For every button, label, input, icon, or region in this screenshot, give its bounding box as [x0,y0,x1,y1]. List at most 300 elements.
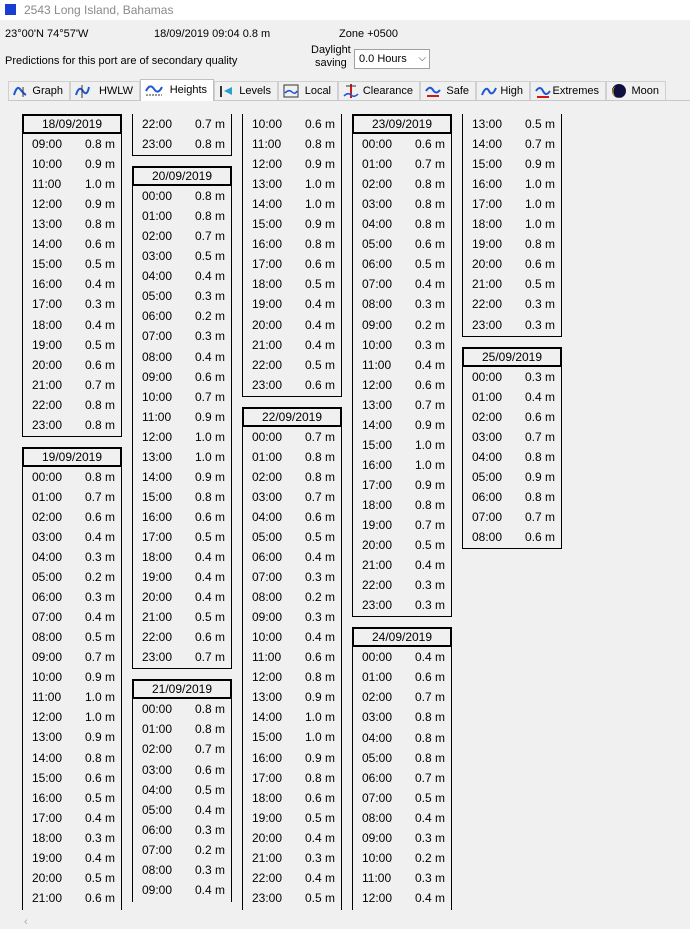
row-time: 09:00 [362,317,393,332]
row-time: 17:00 [472,197,503,212]
row-time: 16:00 [252,750,283,765]
row-height: 0.3 m [525,317,556,332]
row-height: 0.6 m [85,509,116,524]
row-height: 0.4 m [415,810,446,825]
row-time: 12:00 [362,377,393,392]
row-time: 01:00 [142,209,173,224]
height-row [23,174,121,194]
height-row [353,515,451,535]
height-row [243,607,341,627]
row-height: 0.8 m [525,449,556,464]
height-row [133,447,231,467]
height-row [23,194,121,214]
height-row [23,687,121,707]
height-row [243,174,341,194]
high-icon [480,83,498,99]
height-row [353,868,451,888]
row-time: 06:00 [472,489,503,504]
row-time: 21:00 [252,850,283,865]
row-time: 22:00 [142,630,173,645]
daylight-saving-value: 0.0 Hours [359,53,407,65]
row-time: 18:00 [32,830,63,845]
daylight-saving-select[interactable] [354,49,430,69]
height-row [243,888,341,908]
row-time: 18:00 [142,550,173,565]
row-height: 0.4 m [195,269,226,284]
row-height: 0.3 m [415,578,446,593]
tab-heights[interactable] [140,79,214,101]
row-time: 02:00 [32,509,63,524]
row-time: 18:00 [252,790,283,805]
height-row [133,820,231,840]
day-table [462,347,562,550]
height-row [243,467,341,487]
row-time: 18:00 [32,317,63,332]
row-height: 0.9 m [85,670,116,685]
height-row [243,587,341,607]
row-height: 0.7 m [195,117,226,131]
height-row [353,234,451,254]
row-time: 20:00 [252,317,283,332]
position-coords: 23°00'N 74°57'W [5,28,89,40]
row-height: 0.4 m [305,337,336,352]
row-height: 0.6 m [525,409,556,424]
row-height: 0.6 m [415,670,446,685]
height-row [463,134,561,154]
row-height: 0.3 m [415,598,446,613]
date-header: 21/09/2019 [132,679,232,699]
row-height: 0.8 m [85,417,116,432]
scroll-left-icon[interactable]: ‹ [24,916,28,928]
height-row [23,647,121,667]
row-height: 0.5 m [195,610,226,625]
height-row [243,748,341,768]
row-height: 0.8 m [415,217,446,232]
row-time: 17:00 [252,257,283,272]
height-row [353,395,451,415]
height-row [133,800,231,820]
row-time: 06:00 [142,309,173,324]
row-time: 02:00 [472,409,503,424]
row-time: 10:00 [362,850,393,865]
tab-safe[interactable] [420,81,476,100]
height-row [463,407,561,427]
height-row [353,667,451,687]
height-row [353,174,451,194]
day-table [132,679,232,902]
height-row [463,254,561,274]
tab-high[interactable] [476,81,530,100]
row-time: 05:00 [142,289,173,304]
height-row [353,415,451,435]
clearance-icon [342,83,360,100]
row-time: 19:00 [472,237,503,252]
height-row [463,194,561,214]
height-row [243,687,341,707]
row-time: 14:00 [472,137,503,152]
row-height: 0.6 m [305,377,336,392]
height-row [23,395,121,415]
row-height: 0.8 m [195,189,226,204]
height-row [133,286,231,306]
row-time: 20:00 [32,870,63,885]
height-row [23,315,121,335]
row-time: 11:00 [142,409,172,424]
row-height: 0.9 m [305,690,336,705]
row-time: 01:00 [362,670,393,685]
row-height: 0.6 m [305,117,336,131]
day-table [22,447,122,910]
row-height: 0.7 m [195,389,226,404]
height-row [133,507,231,527]
row-height: 0.3 m [305,570,336,585]
height-row [243,355,341,375]
row-height: 0.3 m [85,590,116,605]
row-time: 19:00 [32,850,63,865]
row-time: 21:00 [142,610,173,625]
height-row [243,507,341,527]
tab-extremes[interactable] [530,81,606,100]
row-height: 0.8 m [195,209,226,224]
height-row [353,707,451,727]
row-time: 09:00 [142,882,173,897]
row-time: 00:00 [362,137,393,152]
row-time: 21:00 [32,377,63,392]
row-time: 08:00 [142,349,173,364]
height-row [133,387,231,407]
row-time: 00:00 [252,429,283,444]
row-time: 03:00 [252,489,283,504]
tab-levels[interactable] [214,81,278,100]
row-time: 09:00 [142,369,173,384]
row-time: 06:00 [142,822,173,837]
row-time: 13:00 [142,449,173,464]
row-time: 06:00 [362,770,393,785]
row-height: 0.6 m [195,762,226,777]
row-time: 02:00 [142,229,173,244]
height-row [23,788,121,808]
row-height: 0.9 m [85,157,116,172]
row-height: 0.4 m [195,882,226,897]
row-time: 04:00 [32,550,63,565]
row-time: 16:00 [32,277,63,292]
row-height: 1.0 m [305,197,336,212]
row-time: 00:00 [142,702,173,717]
height-row [243,788,341,808]
row-time: 01:00 [472,389,503,404]
row-height: 0.4 m [85,529,116,544]
row-time: 20:00 [32,357,63,372]
row-height: 0.3 m [415,297,446,312]
row-height: 0.5 m [415,538,446,553]
height-row [243,547,341,567]
row-height: 0.6 m [195,369,226,384]
height-row [23,808,121,828]
height-row [133,326,231,346]
row-height: 0.4 m [195,802,226,817]
height-row [133,467,231,487]
row-height: 0.6 m [415,237,446,252]
row-height: 0.4 m [195,550,226,565]
height-row [353,355,451,375]
row-time: 13:00 [362,397,393,412]
row-time: 04:00 [142,269,173,284]
title-bar [0,0,690,20]
row-height: 0.2 m [415,317,446,332]
row-height: 1.0 m [195,429,226,444]
height-row [133,587,231,607]
row-time: 19:00 [252,297,283,312]
row-height: 0.6 m [525,257,556,272]
row-height: 0.8 m [85,750,116,765]
row-time: 15:00 [252,730,283,745]
row-height: 1.0 m [415,457,446,472]
row-height: 0.5 m [85,790,116,805]
row-time: 09:00 [362,830,393,845]
row-time: 06:00 [362,257,393,272]
height-row [353,475,451,495]
height-row [353,435,451,455]
row-time: 23:00 [252,377,283,392]
row-height: 0.6 m [305,509,336,524]
height-row [463,467,561,487]
row-time: 04:00 [472,449,503,464]
row-height: 0.5 m [305,890,336,905]
row-height: 1.0 m [415,437,446,452]
row-time: 13:00 [32,217,63,232]
row-time: 15:00 [362,437,393,452]
row-time: 09:00 [252,610,283,625]
row-height: 1.0 m [195,449,226,464]
height-row [23,355,121,375]
app-icon [5,4,16,15]
heights-panel [8,100,690,929]
row-height: 0.7 m [85,650,116,665]
row-height: 0.3 m [525,297,556,312]
tab-local[interactable] [278,81,338,100]
row-height: 0.5 m [415,790,446,805]
height-row [133,367,231,387]
row-time: 18:00 [472,217,503,232]
row-time: 00:00 [362,650,393,665]
row-height: 0.9 m [415,477,446,492]
height-row [243,427,341,447]
row-time: 23:00 [142,650,173,665]
row-time: 10:00 [142,389,173,404]
row-time: 07:00 [362,277,393,292]
row-height: 0.9 m [305,157,336,172]
row-time: 20:00 [142,590,173,605]
tab-moon[interactable] [606,81,666,100]
height-row [463,174,561,194]
row-time: 15:00 [32,770,63,785]
height-row [23,527,121,547]
row-height: 0.8 m [305,449,336,464]
height-row [353,828,451,848]
row-height: 0.7 m [195,742,226,757]
height-row [463,214,561,234]
row-height: 0.5 m [305,357,336,372]
height-row [243,707,341,727]
row-height: 0.9 m [415,417,446,432]
height-row [243,335,341,355]
row-height: 0.6 m [85,770,116,785]
row-time: 01:00 [142,722,173,737]
row-time: 05:00 [32,570,63,585]
row-time: 09:00 [32,650,63,665]
row-time: 23:00 [362,598,393,613]
row-time: 16:00 [362,457,393,472]
row-time: 12:00 [32,197,63,212]
row-time: 22:00 [472,297,503,312]
height-row [243,134,341,154]
height-row [353,768,451,788]
row-time: 11:00 [362,357,392,372]
height-row [243,828,341,848]
height-row [23,888,121,908]
tab-hwlw-label: HWLW [98,85,133,97]
height-row [353,595,451,615]
daylight-label-line2: saving [314,57,347,69]
day-table [242,407,342,910]
row-height: 0.4 m [305,317,336,332]
date-header: 19/09/2019 [22,447,122,467]
row-height: 0.7 m [525,429,556,444]
height-row [23,627,121,647]
height-row [23,254,121,274]
height-row [23,868,121,888]
local-icon [282,83,300,99]
height-row [353,788,451,808]
height-row [23,567,121,587]
row-time: 15:00 [142,489,173,504]
row-height: 0.5 m [195,249,226,264]
row-height: 0.4 m [305,870,336,885]
row-height: 0.3 m [525,369,556,384]
row-time: 01:00 [32,489,63,504]
height-row [243,487,341,507]
height-row [353,315,451,335]
height-row [243,315,341,335]
row-time: 02:00 [252,469,283,484]
row-time: 19:00 [142,570,173,585]
row-height: 0.2 m [305,590,336,605]
row-height: 0.7 m [85,489,116,504]
row-height: 0.6 m [305,650,336,665]
row-height: 0.3 m [85,550,116,565]
tab-high-label: High [500,85,523,97]
height-row [23,134,121,154]
tab-hwlw[interactable] [70,81,140,100]
row-height: 0.5 m [85,630,116,645]
row-time: 14:00 [32,237,63,252]
row-height: 0.3 m [85,830,116,845]
height-row [463,274,561,294]
height-row [243,154,341,174]
row-time: 15:00 [32,257,63,272]
row-height: 0.3 m [415,870,446,885]
height-row [353,375,451,395]
daylight-saving-label [311,44,351,70]
row-height: 1.0 m [85,710,116,725]
levels-icon [218,83,236,99]
tab-clearance[interactable] [338,81,420,100]
heights-icon [144,81,164,98]
row-time: 13:00 [252,177,283,192]
height-row [133,134,231,154]
row-time: 13:00 [252,690,283,705]
height-row [23,234,121,254]
row-time: 16:00 [472,177,503,192]
row-height: 0.2 m [85,570,116,585]
height-row [133,547,231,567]
height-row [353,254,451,274]
row-time: 02:00 [362,177,393,192]
height-row [133,880,231,900]
day-table [22,114,122,437]
row-height: 0.5 m [195,782,226,797]
height-row [133,527,231,547]
row-time: 22:00 [252,870,283,885]
height-row [463,315,561,335]
height-row [23,667,121,687]
row-time: 21:00 [32,890,63,905]
row-height: 0.9 m [85,730,116,745]
height-row [353,728,451,748]
day-table [132,114,232,156]
row-time: 08:00 [362,297,393,312]
row-height: 0.8 m [305,137,336,152]
height-row [23,335,121,355]
row-time: 12:00 [362,890,393,905]
row-time: 07:00 [252,570,283,585]
row-time: 14:00 [252,710,283,725]
row-time: 18:00 [362,497,393,512]
row-time: 01:00 [362,157,393,172]
row-time: 20:00 [472,257,503,272]
row-time: 06:00 [32,590,63,605]
row-time: 10:00 [362,337,393,352]
row-height: 0.2 m [415,850,446,865]
row-time: 23:00 [252,890,283,905]
row-time: 10:00 [252,117,283,131]
row-height: 0.5 m [85,870,116,885]
height-row [463,427,561,447]
row-height: 0.4 m [305,297,336,312]
row-height: 0.8 m [85,217,116,232]
height-row [243,727,341,747]
row-height: 1.0 m [85,177,116,192]
row-time: 11:00 [32,690,62,705]
row-time: 23:00 [32,417,63,432]
height-row [243,114,341,134]
date-header: 20/09/2019 [132,166,232,186]
row-time: 03:00 [142,249,173,264]
row-height: 0.9 m [195,409,226,424]
height-row [353,808,451,828]
height-row [133,567,231,587]
row-time: 11:00 [32,177,62,192]
row-height: 0.2 m [195,842,226,857]
row-time: 00:00 [32,469,63,484]
height-row [463,114,561,134]
tab-graph[interactable] [8,81,70,100]
height-row [23,587,121,607]
height-row [353,535,451,555]
height-row [243,527,341,547]
height-row [353,154,451,174]
height-row [463,387,561,407]
